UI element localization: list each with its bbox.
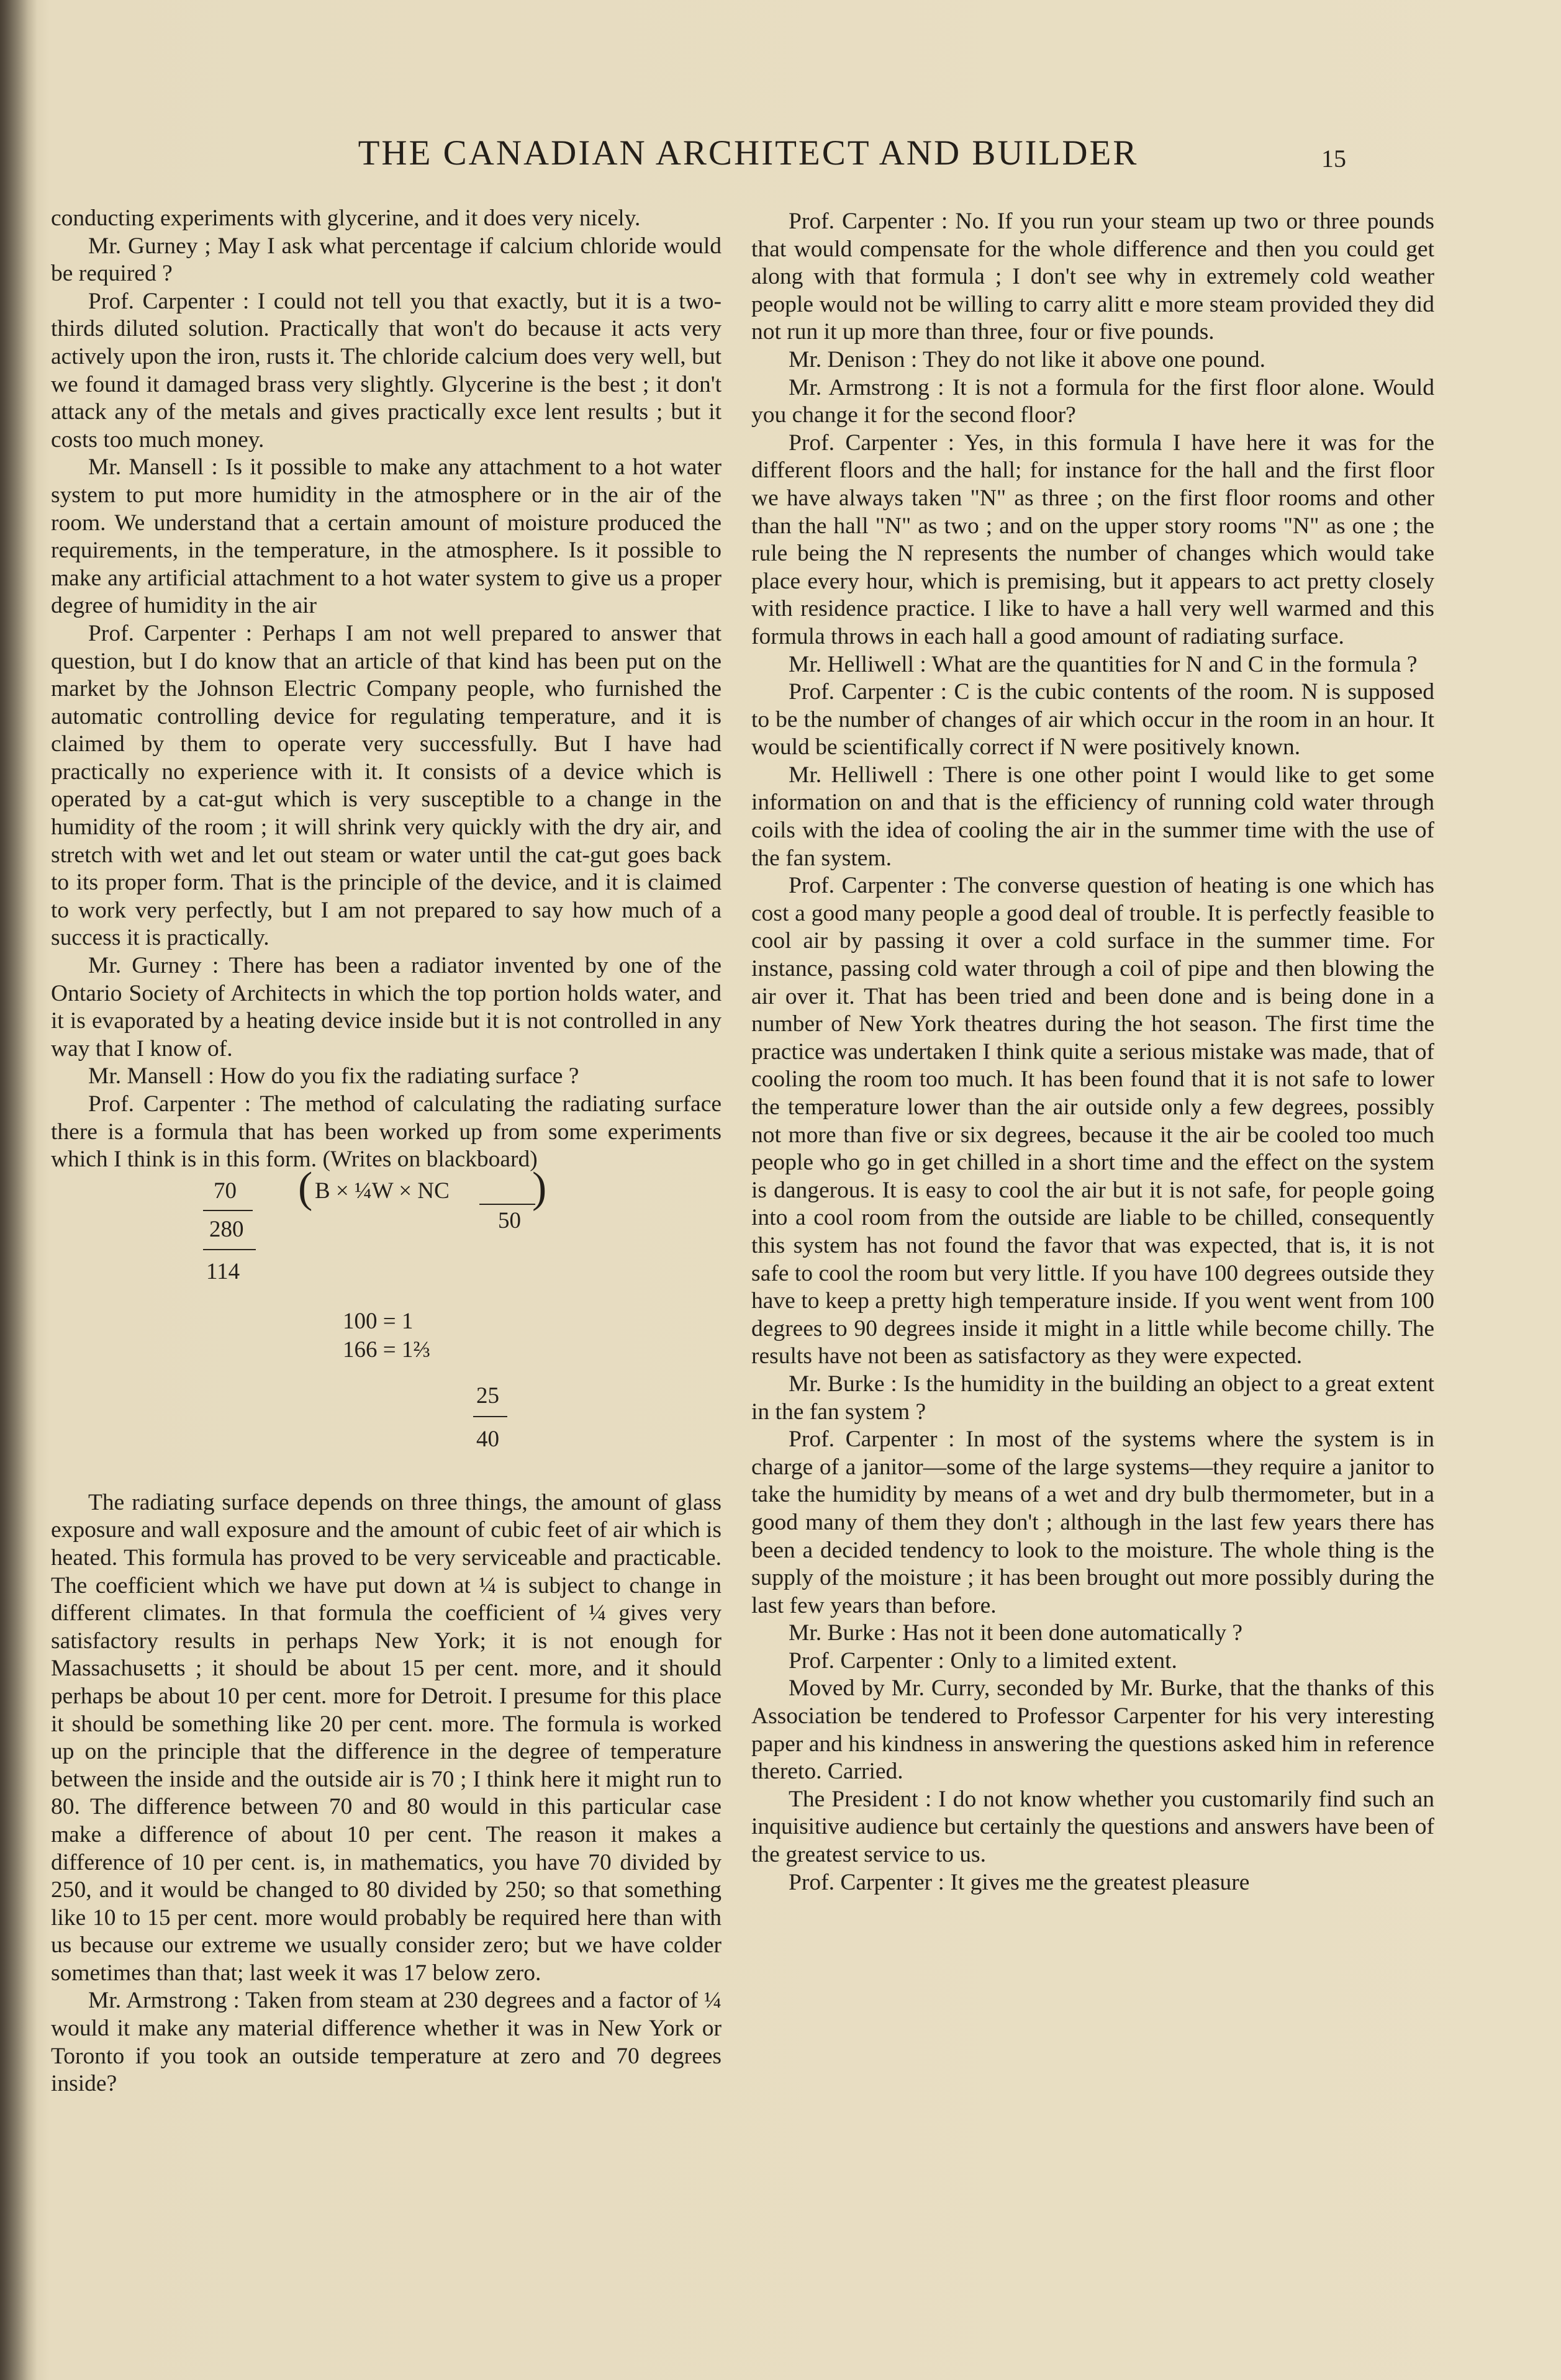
- paragraph: Prof. Carpenter : No. If you run your steam up two or three pounds that would compensate for the whole difference and then you could get along with that formula ; I don't see why in extremely cold weather people would not be willing to carry alitt e more steam provided they did not run it up more than three, four or five pounds.: [751, 209, 1434, 345]
- paragraph: Prof. Carpenter : It gives me the greatest pleasure: [789, 1869, 1250, 1895]
- paragraph: Prof. Carpenter : C is the cubic contents of the room. N is supposed to be the number of changes of air which occur in the room in an hour. It would be scientifically correct if N were positively known.: [751, 679, 1434, 760]
- formula-number: 114: [206, 1258, 240, 1284]
- paragraph: conducting experiments with glycerine, and it does very nicely.: [51, 205, 641, 231]
- fraction-line: [203, 1210, 253, 1211]
- fraction-line: [473, 1416, 507, 1417]
- paragraph: Mr. Armstrong : It is not a formula for the first floor alone. Would you change it for the second floor?: [751, 374, 1434, 428]
- page-number: 15: [1321, 145, 1346, 173]
- page-header: [0, 133, 1561, 189]
- paragraph: Mr. Mansell : How do you fix the radiating surface ?: [88, 1063, 579, 1089]
- paragraph: Prof. Carpenter : The converse question of heating is one which has cost a good many people a good deal of trouble. It is perfectly feasible to cool air by passing it over a cold surface in the summer time. For instance, passing cold water through a coil of pipe and then blowing the air over it. That has been tried and been done and is being done in a number of New York theatres during the hot season. The first time the practice was undertaken I think quite a serious mistake was made, that of cooling the room too much. It has been found that it is not safe to lower the temperature lower than the air outside only a few degrees, possibly not more than five or six degrees, because it the air be cooled too much people who go in get chilled in a short time and the effect on the system is dangerous. It is easy to cool the air but it is not safe, for people going into a cool room from the outside are liable to be chilled, consequently this system has not found the favor that was expected, that is, it is not safe to cool the room but very little. If you have 100 degrees outside they have to keep a pretty high temperature inside. If you went went from 100 degrees to 90 degrees inside it might in a little while become chilly. The results have not been as satisfactory as they were expected.: [751, 873, 1434, 1369]
- formula-denominator: 50: [498, 1207, 521, 1233]
- left-column: [51, 205, 722, 2098]
- blackboard-formula: [51, 1163, 722, 1637]
- binding-edge-shadow: [0, 0, 37, 2380]
- formula-equation: 100 = 1: [343, 1308, 414, 1334]
- paragraph: The President : I do not know whether you customarily find such an inquisitive audience but certainly the questions and answers have been of the greatest service to us.: [751, 1786, 1434, 1868]
- right-column: [751, 208, 1434, 1896]
- paragraph: Prof. Carpenter : Yes, in this formula I have here it was for the different floors and the hall; for instance for the hall and the first floor we have always taken "N" as three ; on the first floor rooms and other than the hall "N" as two ; and on the upper story rooms "N" as one ; the rule being the N represents the number of changes which would take place every hour, which is premising, but it appears to act pretty closely with residence practice. I like to have a hall very well warmed and this formula throws in each hall a good amount of radiating surface.: [751, 430, 1434, 649]
- paragraph: Moved by Mr. Curry, seconded by Mr. Burke, that the thanks of this Association be tendered to Professor Carpenter for his very interesting paper and his kindness in answering the questions asked him in reference thereto. Carried.: [751, 1675, 1434, 1785]
- paragraph: Prof. Carpenter : Perhaps I am not well prepared to answer that question, but I do know that an article of that kind has been put on the market by the Johnson Electric Company people, who furnished the automatic controlling device for regulating temperature, and it is claimed by them to operate very successfully. But I have had practically no experience with it. It consists of a device which is operated by a cat-gut which is very susceptible to a change in the humidity of the room ; it will shrink very quickly with the dry air, and stretch with wet and let out steam or water until the cat-gut goes back to its proper form. That is the principle of the device, and it is claimed to work very perfectly, but I am not prepared to say how much of a success it is practically.: [51, 620, 722, 951]
- paragraph: Prof. Carpenter : I could not tell you that exactly, but it is a two-thirds diluted solution. Practically that won't do because it acts very actively upon the iron, rusts it. The chloride calcium does very well, but we found it damaged brass very slightly. Glycerine is the best ; it don't attack any of the metals and gives practically exce lent results ; but it costs too much money.: [51, 288, 722, 453]
- open-paren: (: [298, 1163, 313, 1212]
- formula-number: 70: [214, 1178, 237, 1204]
- paragraph: Mr. Helliwell : What are the quantities for N and C in the formula ?: [789, 651, 1418, 677]
- formula-number: 25: [476, 1382, 499, 1409]
- fraction-line: [479, 1204, 535, 1205]
- close-paren: ): [532, 1163, 547, 1212]
- paragraph: Mr. Helliwell : There is one other point I would like to get some information on and that is the efficiency of running cold water through coils with the idea of cooling the air in the summer time with the use of the fan system.: [751, 762, 1434, 871]
- paragraph: Prof. Carpenter : The method of calculating the radiating surface there is a formula that has been worked up from some experiments which I think is in this form. (Writes on blackboard): [51, 1091, 722, 1173]
- paragraph: Mr. Gurney ; May I ask what percentage if calcium chloride would be required ?: [51, 233, 722, 287]
- paragraph: Prof. Carpenter : In most of the systems where the system is in charge of a janitor—some of the large systems—they require a janitor to take the humidity by means of a wet and dry bulb thermometer, but in a good many of them they don't ; although in the last few years there has been a decided tendency to look to the moisture. The whole thing is the supply of the moisture ; it has been brought out more possibly during the last few years than before.: [751, 1427, 1434, 1618]
- paragraph: Mr. Burke : Has not it been done automatically ?: [789, 1620, 1243, 1646]
- paragraph: Mr. Denison : They do not like it above one pound.: [789, 346, 1265, 372]
- paragraph: Mr. Gurney : There has been a radiator invented by one of the Ontario Society of Architects in which the top portion holds water, and it is evaporated by a heating device inside but it is not controlled in any way that I know of.: [51, 953, 722, 1062]
- formula-expression: B × ¼W × NC: [315, 1178, 450, 1204]
- formula-number: 40: [476, 1426, 499, 1452]
- formula-equation: 166 = 1⅔: [343, 1336, 431, 1363]
- paragraph: Mr. Mansell : Is it possible to make any attachment to a hot water system to put more humidity in the atmosphere or in the air of the room. We understand that a certain amount of moisture produced the requirements, in the temperature, in the atmosphere. Is it possible to make any artificial attachment to a hot water system to give us a proper degree of humidity in the air: [51, 454, 722, 619]
- paragraph: Mr. Armstrong : Taken from steam at 230 degrees and a factor of ¼ would it make any material difference whether it was in New York or Toronto if you took an outside temperature at zero and 70 degrees inside?: [51, 1988, 722, 2097]
- running-title: THE CANADIAN ARCHITECT AND BUILDER: [358, 133, 1139, 173]
- paragraph: The radiating surface depends on three things, the amount of glass exposure and wall exposure and the amount of cubic feet of air which is heated. This formula has proved to be very serviceable and practicable. The coefficient which we have put down at ¼ is subject to change in different climates. In that formula the coefficient of ¼ gives very satisfactory results in perhaps New York; it is not enough for Massachusetts ; it should be about 15 per cent. more, and it should perhaps be about 10 per cent. more for Detroit. I presume for this place it should be something like 20 per cent. more. The formula is worked up on the principle that the difference in the degree of temperature between the inside and the outside air is 70 ; I think here it might run to 80. The difference between 70 and 80 would in this particular case make a difference of about 10 per cent. The reason it makes a difference of 10 per cent. is, in mathematics, you have 70 divided by 250, and it would be changed to 80 divided by 250; so that something like 10 to 15 per cent. more would probably be required here than with us because our extreme we usually consider zero; but we have colder sometimes than that; last week it was 17 below zero.: [51, 1489, 722, 1986]
- paragraph: Mr. Burke : Is the humidity in the building an object to a great extent in the fan system ?: [751, 1371, 1434, 1425]
- paragraph: Prof. Carpenter : Only to a limited extent.: [789, 1648, 1177, 1674]
- formula-number: 280: [209, 1216, 244, 1242]
- fraction-line: [203, 1249, 256, 1250]
